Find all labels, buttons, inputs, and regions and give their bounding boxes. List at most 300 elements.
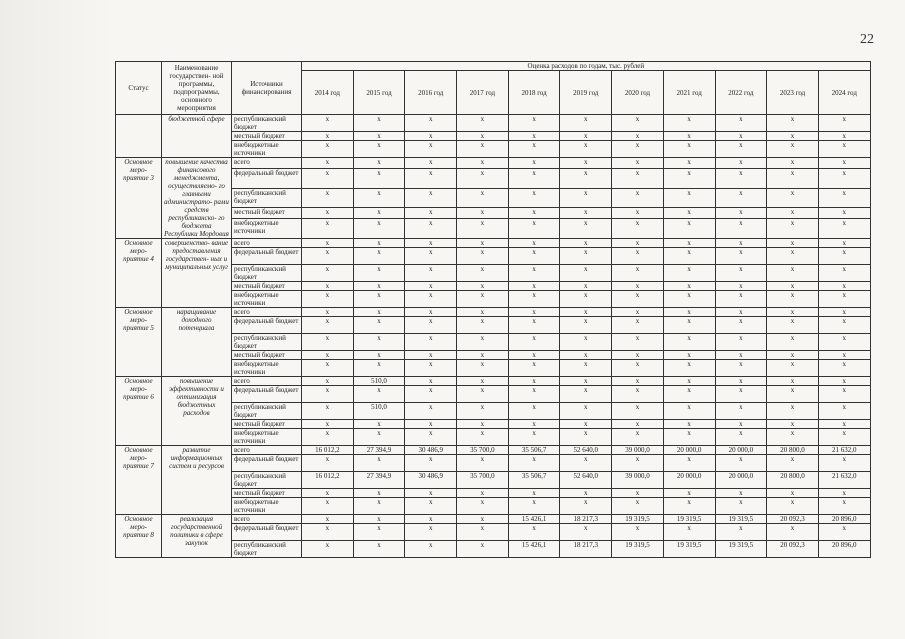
- cell-value: x: [715, 334, 767, 351]
- cell-value: x: [612, 291, 664, 308]
- cell-value: x: [353, 158, 405, 169]
- cell-value: x: [663, 377, 715, 386]
- cell-value: x: [818, 248, 870, 265]
- cell-value: x: [612, 334, 664, 351]
- cell-value: x: [457, 455, 509, 472]
- cell-value: x: [353, 282, 405, 291]
- table-row: [116, 446, 871, 455]
- cell-value: x: [560, 248, 612, 265]
- cell-value: x: [663, 188, 715, 208]
- cell-value: x: [767, 291, 819, 308]
- cell-value: x: [767, 132, 819, 141]
- cell-value: x: [302, 455, 354, 472]
- cell-value: x: [508, 420, 560, 429]
- cell-value: x: [508, 351, 560, 360]
- cell-value: x: [508, 317, 560, 334]
- cell-value: 20 000,0: [663, 472, 715, 489]
- cell-value: x: [612, 403, 664, 420]
- cell-value: x: [715, 188, 767, 208]
- cell-value: x: [405, 132, 457, 141]
- cell-value: x: [353, 386, 405, 403]
- cell-value: x: [302, 115, 354, 132]
- cell-value: x: [353, 429, 405, 446]
- cell-value: x: [767, 239, 819, 248]
- row-measure-name: повышение эффективности и оптимизация бюджетных расходов: [162, 377, 232, 446]
- row-funding-source: всего: [232, 377, 302, 386]
- cell-value: 35 506,7: [508, 446, 560, 455]
- cell-value: x: [353, 334, 405, 351]
- cell-value: x: [560, 429, 612, 446]
- cell-value: x: [612, 317, 664, 334]
- row-status: Основное меро- приятие 8: [116, 515, 162, 558]
- cell-value: x: [767, 168, 819, 188]
- cell-value: x: [457, 429, 509, 446]
- cell-value: x: [457, 141, 509, 158]
- cell-value: x: [508, 265, 560, 282]
- cell-value: 20 896,0: [818, 541, 870, 558]
- cell-value: x: [612, 308, 664, 317]
- cell-value: x: [663, 403, 715, 420]
- cell-value: x: [457, 377, 509, 386]
- cell-value: x: [663, 208, 715, 219]
- cell-value: x: [818, 360, 870, 377]
- cell-value: x: [508, 132, 560, 141]
- row-funding-source: местный бюджет: [232, 282, 302, 291]
- cell-value: x: [302, 420, 354, 429]
- cell-value: x: [560, 351, 612, 360]
- cell-value: x: [457, 132, 509, 141]
- cell-value: x: [715, 489, 767, 498]
- cell-value: x: [767, 308, 819, 317]
- cell-value: x: [508, 239, 560, 248]
- cell-value: x: [715, 386, 767, 403]
- row-measure-name: бюджетной сфере: [162, 115, 232, 158]
- cell-value: x: [818, 239, 870, 248]
- cell-value: x: [612, 524, 664, 541]
- cell-value: x: [715, 317, 767, 334]
- row-funding-source: республиканский бюджет: [232, 541, 302, 558]
- cell-value: x: [818, 386, 870, 403]
- cell-value: x: [508, 360, 560, 377]
- row-status: Основное меро- приятие 5: [116, 308, 162, 377]
- cell-value: x: [405, 282, 457, 291]
- cell-value: x: [767, 420, 819, 429]
- cell-value: x: [818, 524, 870, 541]
- cell-value: x: [405, 158, 457, 169]
- cell-value: 18 217,3: [560, 515, 612, 524]
- cell-value: x: [405, 248, 457, 265]
- cell-value: 20 000,0: [715, 472, 767, 489]
- cell-value: x: [663, 158, 715, 169]
- cell-value: x: [353, 219, 405, 239]
- cell-value: 20 092,3: [767, 541, 819, 558]
- row-funding-source: республиканский бюджет: [232, 403, 302, 420]
- cell-value: x: [405, 351, 457, 360]
- cell-value: x: [818, 219, 870, 239]
- row-funding-source: местный бюджет: [232, 489, 302, 498]
- row-status: Основное меро- приятие 3: [116, 158, 162, 239]
- cell-value: x: [612, 265, 664, 282]
- table-row: [116, 515, 871, 524]
- cell-value: x: [302, 498, 354, 515]
- header-year: 2016 год: [405, 71, 457, 115]
- cell-value: x: [818, 188, 870, 208]
- cell-value: x: [715, 308, 767, 317]
- cell-value: x: [405, 420, 457, 429]
- cell-value: x: [508, 115, 560, 132]
- cell-value: x: [663, 524, 715, 541]
- cell-value: x: [302, 239, 354, 248]
- cell-value: x: [353, 455, 405, 472]
- cell-value: x: [405, 541, 457, 558]
- cell-value: x: [560, 308, 612, 317]
- row-funding-source: федеральный бюджет: [232, 168, 302, 188]
- cell-value: x: [715, 524, 767, 541]
- cell-value: x: [612, 420, 664, 429]
- cell-value: x: [612, 239, 664, 248]
- cell-value: 27 394,9: [353, 446, 405, 455]
- header-estimate: Оценка расходов по годам, тыс. рублей: [302, 62, 871, 71]
- table-row: [116, 158, 871, 169]
- cell-value: 20 800,0: [767, 446, 819, 455]
- cell-value: x: [508, 248, 560, 265]
- cell-value: x: [302, 377, 354, 386]
- cell-value: x: [767, 188, 819, 208]
- cell-value: x: [405, 489, 457, 498]
- cell-value: x: [818, 291, 870, 308]
- cell-value: x: [353, 489, 405, 498]
- cell-value: 19 319,5: [612, 515, 664, 524]
- header-year: 2023 год: [767, 71, 819, 115]
- cell-value: x: [612, 141, 664, 158]
- cell-value: x: [767, 455, 819, 472]
- cell-value: x: [405, 317, 457, 334]
- cell-value: x: [353, 168, 405, 188]
- cell-value: 18 217,3: [560, 541, 612, 558]
- cell-value: x: [818, 489, 870, 498]
- cell-value: x: [457, 291, 509, 308]
- cell-value: x: [560, 498, 612, 515]
- cell-value: x: [405, 168, 457, 188]
- cell-value: 35 700,0: [457, 472, 509, 489]
- cell-value: x: [715, 455, 767, 472]
- cell-value: x: [818, 403, 870, 420]
- cell-value: x: [818, 168, 870, 188]
- cell-value: x: [457, 360, 509, 377]
- cell-value: x: [508, 334, 560, 351]
- cell-value: x: [715, 208, 767, 219]
- row-funding-source: внебюджетные источники: [232, 141, 302, 158]
- cell-value: x: [612, 498, 664, 515]
- cell-value: 15 426,1: [508, 541, 560, 558]
- cell-value: x: [612, 455, 664, 472]
- cell-value: x: [767, 360, 819, 377]
- table-body: [116, 115, 871, 558]
- cell-value: x: [715, 291, 767, 308]
- cell-value: x: [612, 351, 664, 360]
- cell-value: x: [818, 308, 870, 317]
- row-measure-name: совершенство- вание предоставления государствен- ных и муниципальных услуг: [162, 239, 232, 308]
- cell-value: x: [767, 208, 819, 219]
- row-funding-source: федеральный бюджет: [232, 524, 302, 541]
- cell-value: 39 000,0: [612, 446, 664, 455]
- cell-value: x: [302, 141, 354, 158]
- cell-value: x: [457, 524, 509, 541]
- cell-value: 39 000,0: [612, 472, 664, 489]
- cell-value: x: [663, 429, 715, 446]
- cell-value: 16 012,2: [302, 446, 354, 455]
- cell-value: 20 896,0: [818, 515, 870, 524]
- cell-value: 21 632,0: [818, 472, 870, 489]
- cell-value: x: [302, 291, 354, 308]
- cell-value: x: [405, 291, 457, 308]
- cell-value: x: [405, 524, 457, 541]
- cell-value: x: [405, 429, 457, 446]
- cell-value: x: [405, 239, 457, 248]
- cell-value: 20 000,0: [663, 446, 715, 455]
- cell-value: x: [405, 515, 457, 524]
- cell-value: x: [353, 515, 405, 524]
- cell-value: x: [302, 308, 354, 317]
- cell-value: x: [302, 248, 354, 265]
- cell-value: x: [818, 377, 870, 386]
- row-funding-source: республиканский бюджет: [232, 188, 302, 208]
- cell-value: x: [560, 317, 612, 334]
- cell-value: x: [302, 515, 354, 524]
- cell-value: x: [457, 168, 509, 188]
- row-status: Основное меро- приятие 6: [116, 377, 162, 446]
- cell-value: x: [353, 541, 405, 558]
- cell-value: x: [663, 360, 715, 377]
- cell-value: x: [405, 403, 457, 420]
- cell-value: x: [560, 282, 612, 291]
- cell-value: x: [818, 351, 870, 360]
- cell-value: x: [353, 208, 405, 219]
- cell-value: x: [818, 334, 870, 351]
- cell-value: x: [302, 208, 354, 219]
- cell-value: x: [405, 308, 457, 317]
- cell-value: 52 640,0: [560, 446, 612, 455]
- cell-value: x: [767, 377, 819, 386]
- cell-value: x: [767, 498, 819, 515]
- cell-value: 19 319,5: [715, 541, 767, 558]
- cell-value: x: [663, 334, 715, 351]
- cell-value: x: [508, 188, 560, 208]
- cell-value: x: [715, 219, 767, 239]
- cell-value: x: [560, 403, 612, 420]
- row-funding-source: всего: [232, 308, 302, 317]
- cell-value: x: [302, 524, 354, 541]
- cell-value: x: [560, 239, 612, 248]
- cell-value: x: [405, 208, 457, 219]
- cell-value: x: [767, 248, 819, 265]
- cell-value: x: [663, 248, 715, 265]
- cell-value: x: [612, 282, 664, 291]
- cell-value: x: [612, 115, 664, 132]
- cell-value: x: [508, 386, 560, 403]
- cell-value: x: [302, 265, 354, 282]
- row-funding-source: республиканский бюджет: [232, 334, 302, 351]
- cell-value: x: [612, 158, 664, 169]
- cell-value: 35 506,7: [508, 472, 560, 489]
- cell-value: x: [405, 115, 457, 132]
- cell-value: x: [302, 132, 354, 141]
- cell-value: x: [715, 248, 767, 265]
- cell-value: x: [457, 420, 509, 429]
- table-row: [116, 377, 871, 386]
- cell-value: x: [715, 282, 767, 291]
- cell-value: x: [663, 386, 715, 403]
- cell-value: x: [663, 489, 715, 498]
- cell-value: x: [353, 265, 405, 282]
- header-year: 2018 год: [508, 71, 560, 115]
- cell-value: x: [663, 351, 715, 360]
- cell-value: x: [560, 291, 612, 308]
- cell-value: x: [302, 360, 354, 377]
- scan-shadow: [0, 0, 115, 639]
- cell-value: x: [663, 239, 715, 248]
- cell-value: 510,0: [353, 377, 405, 386]
- cell-value: x: [560, 420, 612, 429]
- cell-value: x: [560, 208, 612, 219]
- header-source: Источники финансирования: [232, 62, 302, 115]
- row-funding-source: внебюджетные источники: [232, 429, 302, 446]
- cell-value: x: [715, 403, 767, 420]
- cell-value: x: [508, 208, 560, 219]
- cell-value: 510,0: [353, 403, 405, 420]
- table-row: [116, 115, 871, 132]
- cell-value: x: [818, 158, 870, 169]
- cell-value: x: [457, 115, 509, 132]
- cell-value: x: [457, 351, 509, 360]
- cell-value: 16 012,2: [302, 472, 354, 489]
- cell-value: x: [715, 360, 767, 377]
- row-funding-source: местный бюджет: [232, 351, 302, 360]
- row-funding-source: республиканский бюджет: [232, 115, 302, 132]
- header-year: 2015 год: [353, 71, 405, 115]
- cell-value: x: [663, 455, 715, 472]
- cell-value: x: [457, 208, 509, 219]
- row-status: Основное меро- приятие 7: [116, 446, 162, 515]
- cell-value: x: [560, 168, 612, 188]
- cell-value: x: [715, 158, 767, 169]
- cell-value: x: [457, 541, 509, 558]
- cell-value: x: [767, 403, 819, 420]
- cell-value: 20 092,3: [767, 515, 819, 524]
- row-funding-source: республиканский бюджет: [232, 472, 302, 489]
- cell-value: x: [612, 219, 664, 239]
- cell-value: x: [302, 282, 354, 291]
- cell-value: x: [457, 515, 509, 524]
- cell-value: x: [457, 308, 509, 317]
- cell-value: x: [405, 219, 457, 239]
- row-funding-source: всего: [232, 239, 302, 248]
- cell-value: x: [508, 403, 560, 420]
- cell-value: x: [612, 386, 664, 403]
- cell-value: 52 640,0: [560, 472, 612, 489]
- cell-value: x: [353, 115, 405, 132]
- cell-value: x: [508, 429, 560, 446]
- cell-value: x: [612, 360, 664, 377]
- cell-value: x: [353, 248, 405, 265]
- cell-value: x: [767, 334, 819, 351]
- cell-value: x: [302, 386, 354, 403]
- cell-value: x: [457, 188, 509, 208]
- cell-value: x: [405, 386, 457, 403]
- cell-value: x: [715, 377, 767, 386]
- header-year: 2020 год: [612, 71, 664, 115]
- row-funding-source: местный бюджет: [232, 132, 302, 141]
- cell-value: x: [715, 265, 767, 282]
- cell-value: x: [560, 360, 612, 377]
- cell-value: x: [457, 489, 509, 498]
- row-status: Основное меро- приятие 4: [116, 239, 162, 308]
- cell-value: x: [508, 141, 560, 158]
- cell-value: x: [302, 403, 354, 420]
- cell-value: x: [560, 141, 612, 158]
- cell-value: x: [767, 158, 819, 169]
- cell-value: x: [302, 317, 354, 334]
- cell-value: x: [612, 489, 664, 498]
- cell-value: x: [353, 498, 405, 515]
- cell-value: 27 394,9: [353, 472, 405, 489]
- cell-value: x: [767, 115, 819, 132]
- row-funding-source: всего: [232, 446, 302, 455]
- row-measure-name: повышение качества финансового менеджмента, осуществляемо- го главными администрато- рами средств республиканско- го бюджета Республики Мордовия: [162, 158, 232, 239]
- cell-value: x: [457, 282, 509, 291]
- cell-value: x: [302, 541, 354, 558]
- header-year: 2022 год: [715, 71, 767, 115]
- cell-value: x: [818, 429, 870, 446]
- cell-value: x: [508, 291, 560, 308]
- cell-value: x: [818, 455, 870, 472]
- cell-value: x: [560, 132, 612, 141]
- cell-value: x: [302, 188, 354, 208]
- cell-value: x: [715, 141, 767, 158]
- cell-value: x: [818, 420, 870, 429]
- row-measure-name: наращивание доходного потенциала: [162, 308, 232, 377]
- cell-value: x: [405, 455, 457, 472]
- header-year: 2014 год: [302, 71, 354, 115]
- cell-value: x: [508, 282, 560, 291]
- cell-value: x: [767, 429, 819, 446]
- cell-value: x: [508, 489, 560, 498]
- cell-value: x: [560, 524, 612, 541]
- cell-value: x: [353, 308, 405, 317]
- cell-value: x: [612, 188, 664, 208]
- cell-value: x: [508, 168, 560, 188]
- header-name: Наименование государствен- ной программы, подпрограммы, основного мероприятия: [162, 62, 232, 115]
- cell-value: x: [457, 386, 509, 403]
- cell-value: 20 800,0: [767, 472, 819, 489]
- cell-value: x: [457, 239, 509, 248]
- cell-value: x: [612, 208, 664, 219]
- row-measure-name: реализация государственной политики в сфере закупок: [162, 515, 232, 558]
- cell-value: x: [560, 334, 612, 351]
- cell-value: x: [508, 377, 560, 386]
- cell-value: x: [560, 377, 612, 386]
- page-number: 22: [860, 32, 874, 47]
- cell-value: x: [612, 377, 664, 386]
- row-measure-name: развитие информационных систем и ресурсов: [162, 446, 232, 515]
- cell-value: x: [818, 265, 870, 282]
- cell-value: x: [663, 265, 715, 282]
- cell-value: x: [612, 429, 664, 446]
- cell-value: 15 426,1: [508, 515, 560, 524]
- cell-value: x: [663, 498, 715, 515]
- cell-value: x: [663, 219, 715, 239]
- header-year: 2017 год: [457, 71, 509, 115]
